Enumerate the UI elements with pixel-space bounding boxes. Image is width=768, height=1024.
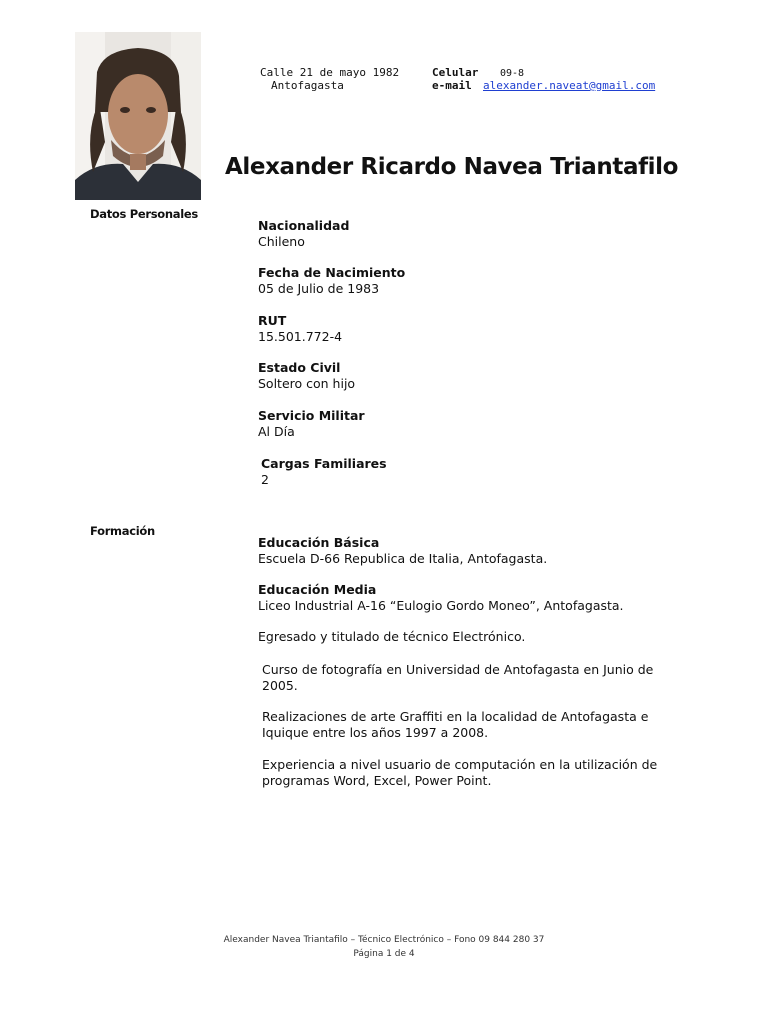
address-line-2: Antofagasta — [271, 79, 344, 92]
section-label-education: Formación — [90, 524, 155, 538]
page-title: Alexander Ricardo Navea Triantafilo — [225, 154, 679, 180]
portrait-image — [75, 32, 201, 200]
education-graduated: Egresado y titulado de técnico Electrónico. — [258, 629, 526, 644]
education-media — [258, 582, 624, 614]
education-media-label: Educación Media — [258, 582, 377, 597]
field-label: Nacionalidad — [258, 218, 350, 233]
phone-value: 09-8 — [500, 68, 525, 79]
education-graffiti: Realizaciones de arte Graffiti en la localidad de Antofagasta e Iquique entre los años 1997 a 2008. — [262, 709, 649, 740]
field-value: Soltero con hijo — [258, 376, 356, 391]
field-value: Al Día — [258, 424, 295, 439]
field-birthdate — [258, 265, 405, 297]
field-civil-status — [258, 360, 355, 392]
phone-label: Celular — [432, 66, 479, 79]
page-number: Página 1 de 4 — [353, 949, 415, 959]
education-computing: Experiencia a nivel usuario de computación en la utilización de programas Word, Excel, Power Point. — [262, 757, 658, 788]
field-dependents — [261, 456, 387, 488]
field-value: 2 — [261, 472, 269, 487]
education-course: Curso de fotografía en Universidad de Antofagasta en Junio de 2005. — [262, 662, 654, 693]
email-label: e-mail — [432, 79, 472, 92]
field-nationality — [258, 218, 349, 250]
profile-photo — [75, 32, 201, 200]
field-military-service — [258, 408, 365, 440]
address-line-1: Calle 21 de mayo 1982 — [260, 66, 400, 79]
email-link[interactable]: alexander.naveat@gmail.com — [483, 79, 656, 92]
footer-line-1: Alexander Navea Triantafilo – Técnico Electrónico – Fono 09 844 280 37 — [223, 935, 545, 945]
field-label: Cargas Familiares — [261, 456, 387, 471]
education-media-value: Liceo Industrial A-16 “Eulogio Gordo Moneo”, Antofagasta. — [258, 598, 624, 613]
education-basic-value: Escuela D-66 Republica de Italia, Antofagasta. — [258, 551, 548, 566]
section-label-personal: Datos Personales — [90, 207, 198, 221]
field-label: Fecha de Nacimiento — [258, 265, 406, 280]
field-value: 05 de Julio de 1983 — [258, 281, 380, 296]
field-value: 15.501.772-4 — [258, 329, 343, 344]
field-rut — [258, 313, 342, 345]
field-value: Chileno — [258, 234, 305, 249]
education-basic — [258, 535, 547, 567]
field-label: Estado Civil — [258, 360, 341, 375]
field-label: RUT — [258, 313, 287, 328]
education-basic-label: Educación Básica — [258, 535, 380, 550]
field-label: Servicio Militar — [258, 408, 365, 423]
